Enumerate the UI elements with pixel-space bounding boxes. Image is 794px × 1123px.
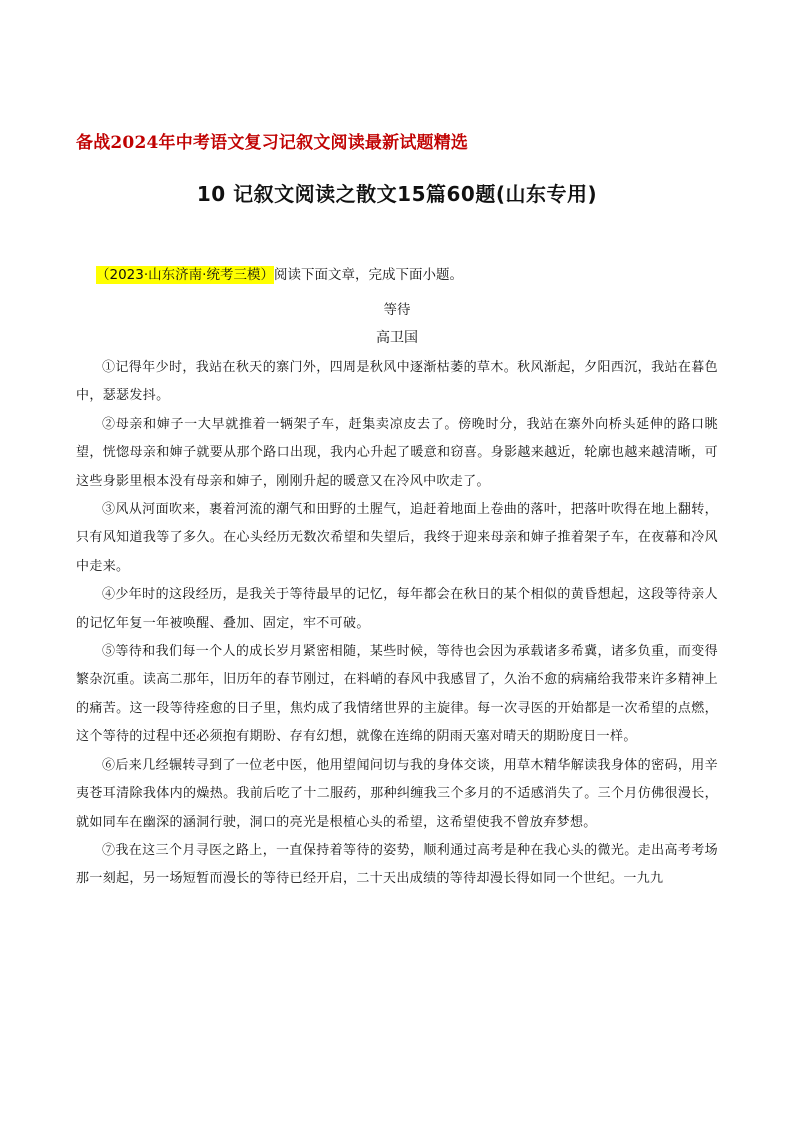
essay-title: 等待 [383, 302, 411, 318]
source-tag: （2023·山东济南·统考三模） [96, 267, 274, 283]
paragraph-3: ③风从河面吹来，裹着河流的潮气和田野的土腥气，追赶着地面上卷曲的落叶，把落叶吹得在地上翻转，只有风知道我等了多久。在心头经历无数次希望和失望后，我终于迎来母亲和婶子推着架子车，在夜幕和冷风中走来。 [76, 502, 718, 574]
paragraph-4: ④少年时的这段经历，是我关于等待最早的记忆，每年都会在秋日的某个相似的黄昏想起，这段等待亲人的记忆年复一年被唤醒、叠加、固定，牢不可破。 [76, 587, 718, 631]
paragraph-7: ⑦我在这三个月寻医之路上，一直保持着等待的姿势，顺利通过高考是种在我心头的微光。走出高考考场那一刻起，另一场短暂而漫长的等待已经开启，二十天出成绩的等待却漫长得如同一个世纪。一九九 [76, 842, 718, 887]
essay-author: 高卫国 [376, 330, 418, 346]
paragraph-2: ②母亲和婶子一大早就推着一辆架子车，赶集卖凉皮去了。傍晚时分，我站在寨外向桥头延伸的路口眺望，恍惚母亲和婶子就要从那个路口出现，我内心升起了暖意和窃喜。身影越来越近，轮廓也越来越清晰，可这些身影里根本没有母亲和婶子，刚刚升起的暖意又在冷风中吹走了。 [76, 416, 718, 489]
series-title: 备战2024年中考语文复习记叙文阅读最新试题精选 [76, 133, 469, 153]
question-instruction: 阅读下面文章，完成下面小题。 [273, 267, 463, 283]
question-prompt [96, 263, 716, 283]
document-title: 10 记叙文阅读之散文15篇60题(山东专用) [196, 182, 598, 206]
paragraph-5: ⑤等待和我们每一个人的成长岁月紧密相随，某些时候，等待也会因为承载诸多希冀，诸多负重，而变得繁杂沉重。读高二那年，旧历年的春节刚过，在料峭的春风中我感冒了，久治不愈的病痛给我带来许多精神上的痛苦。这一段等待痊愈的日子里，焦灼成了我情绪世界的主旋律。每一次寻医的开始都是一次希望的点燃，这个等待的过程中还必须抱有期盼、存有幻想，就像在连绵的阴雨天塞对晴天的期盼度日一样。 [76, 644, 718, 745]
paragraph-1: ①记得年少时，我站在秋天的寨门外，四周是秋风中逐渐枯萎的草木。秋风渐起，夕阳西沉，我站在暮色中，瑟瑟发抖。 [76, 360, 718, 404]
paragraph-6: ⑥后来几经辗转寻到了一位老中医，他用望闻问切与我的身体交谈，用草木精华解读我身体的密码，用辛夷苍耳清除我体内的燥热。我前后吃了十二服药，那种纠缠我三个多月的不适感消失了。三个月仿佛很漫长，就如同车在幽深的涵洞行驶，洞口的亮光是根植心头的希望，这希望使我不曾放弃梦想。 [76, 757, 718, 830]
essay-body [76, 354, 718, 894]
